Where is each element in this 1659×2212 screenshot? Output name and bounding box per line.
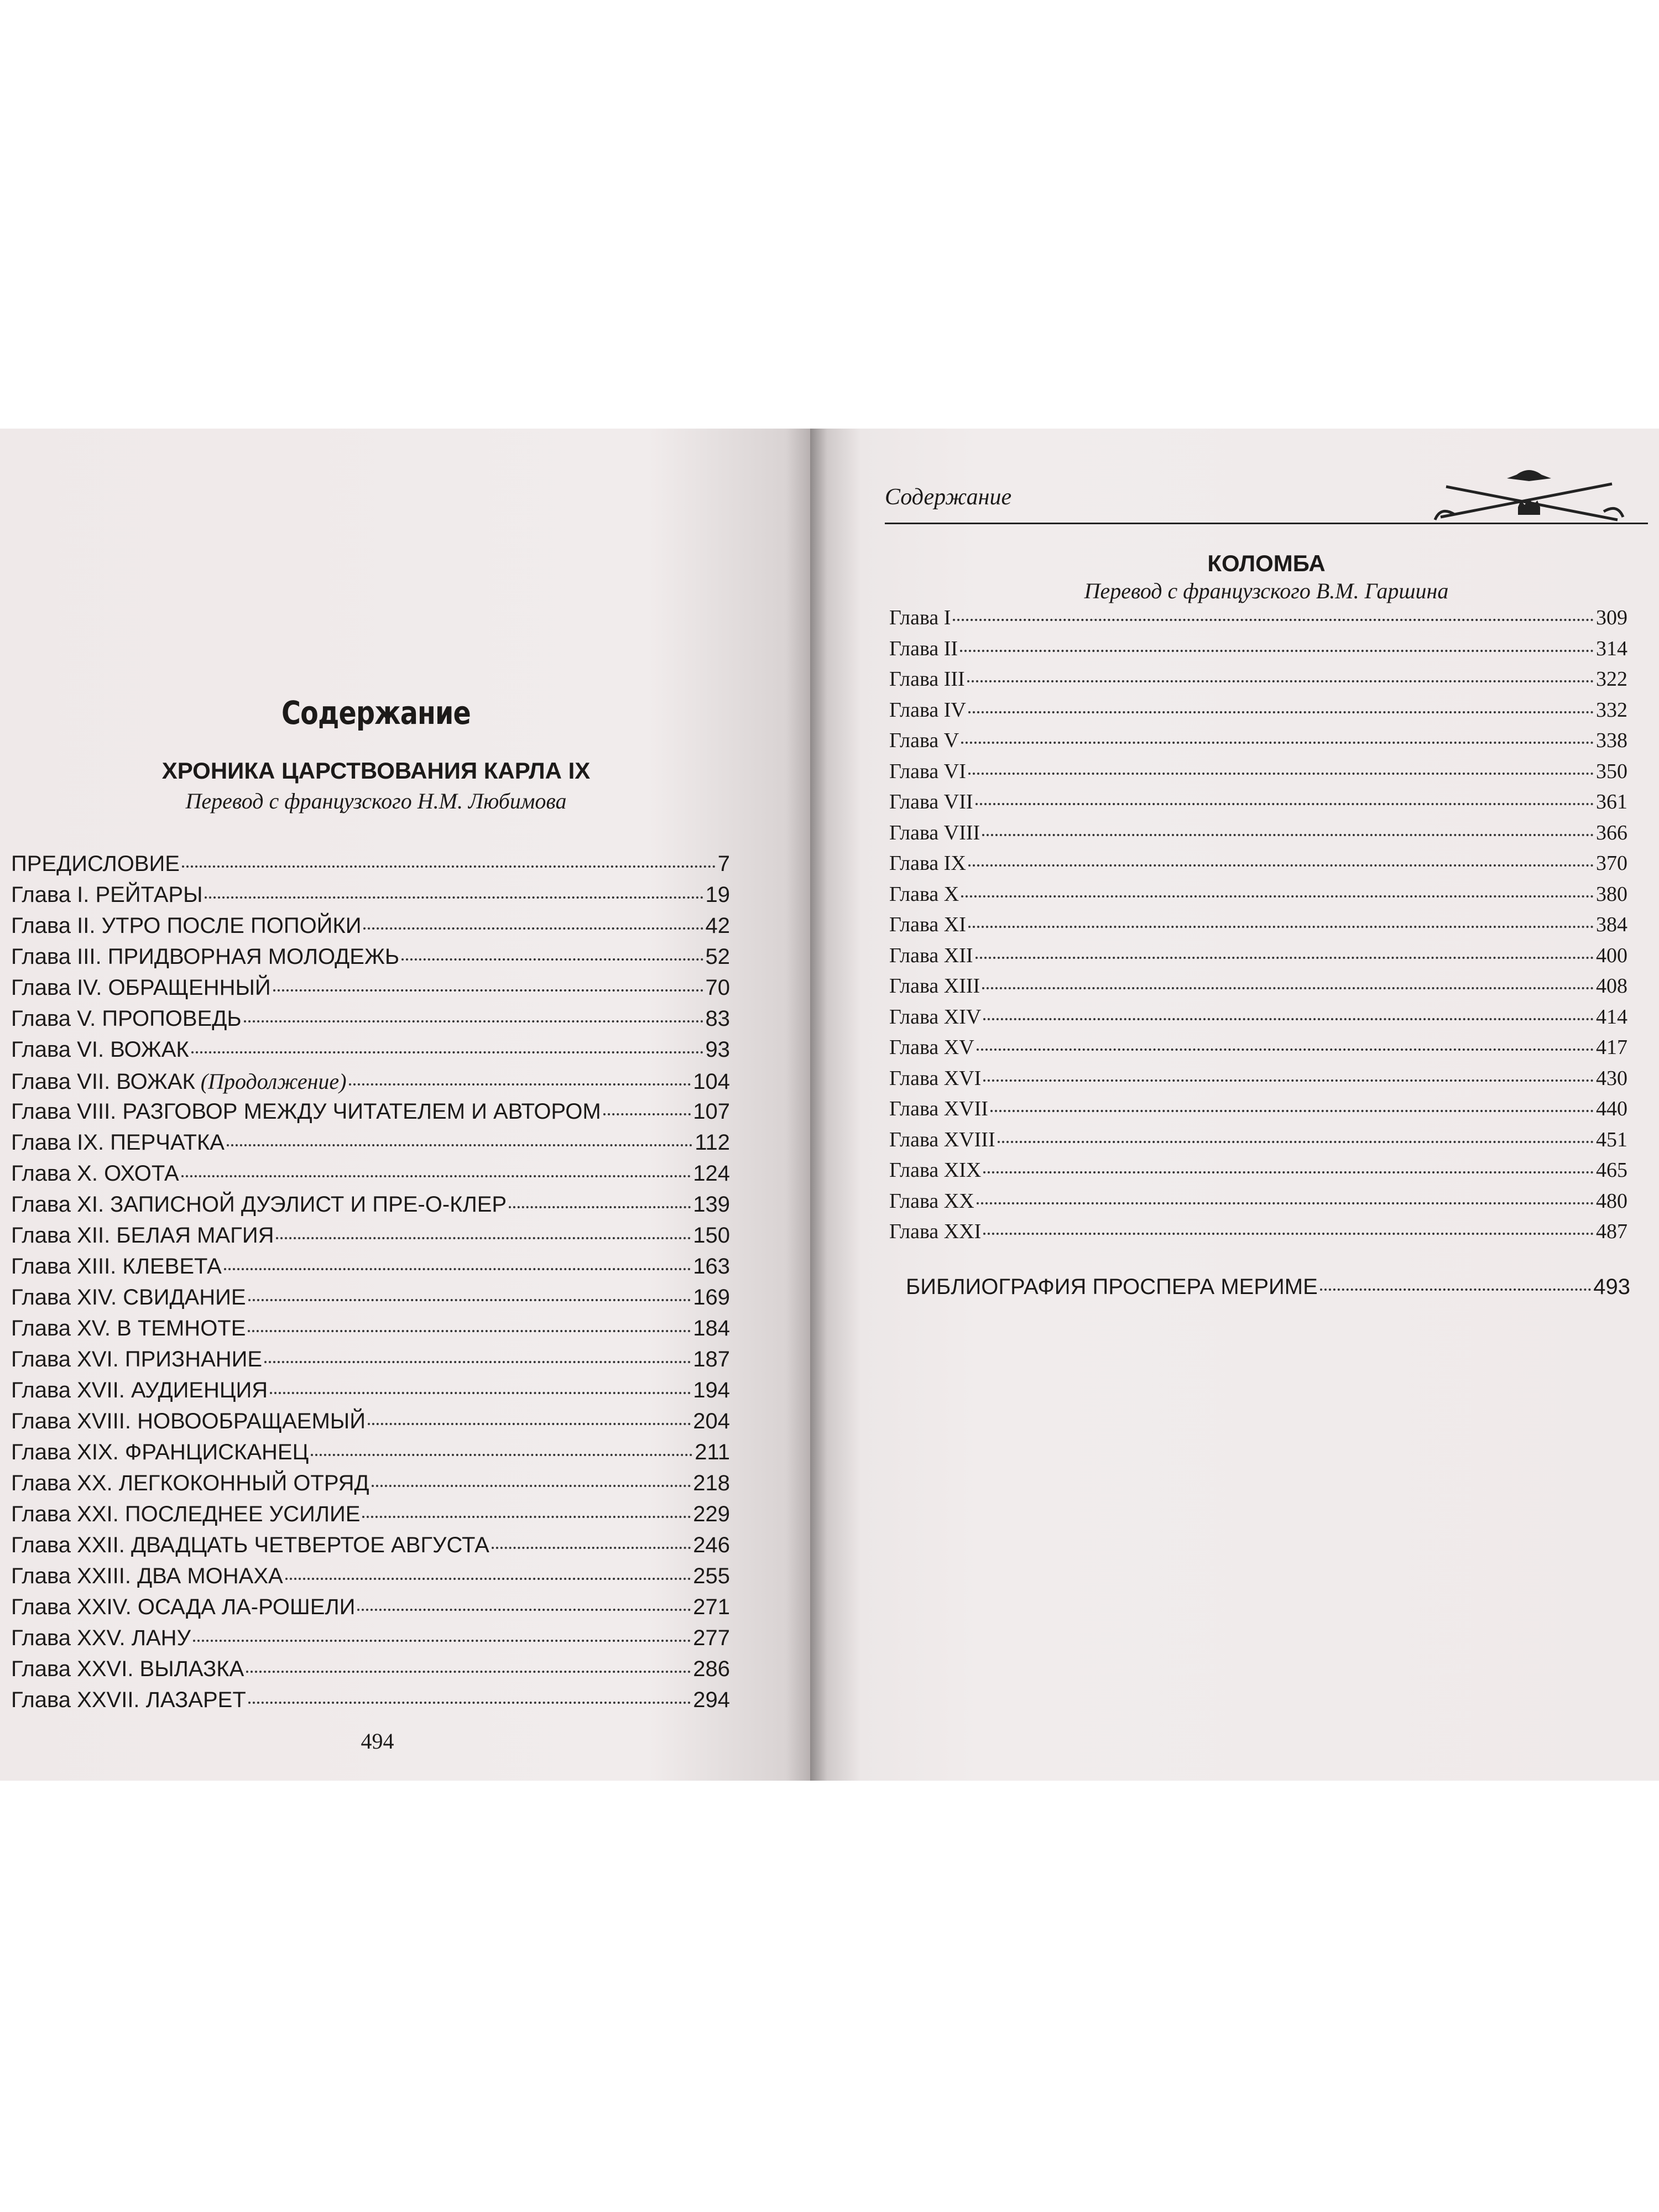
toc-entry [11, 975, 730, 1000]
dot-leader [975, 803, 1594, 805]
toc-entry-page: 52 [705, 945, 730, 969]
toc-entry [11, 1502, 730, 1527]
toc-entry-page: 440 [1596, 1097, 1627, 1120]
toc-entry [11, 1378, 730, 1403]
toc-entry [11, 1657, 730, 1682]
toc-entry [11, 1533, 730, 1558]
dot-leader [983, 1079, 1594, 1082]
toc-entry-label: Глава XXIV. ОСАДА ЛА-РОШЕЛИ [11, 1595, 356, 1619]
toc-entry-page: 332 [1596, 698, 1627, 722]
toc-entry-page: 112 [695, 1130, 730, 1155]
toc-entry-page: 361 [1596, 790, 1627, 813]
toc-entry [889, 1005, 1627, 1029]
toc-entry-label: Глава XXI. ПОСЛЕДНЕЕ УСИЛИЕ [11, 1502, 361, 1526]
toc-entry-label: Глава XIII. КЛЕВЕТА [11, 1254, 222, 1279]
toc-entry-label: Глава X. ОХОТА [11, 1161, 179, 1186]
toc-entry-page: 124 [693, 1161, 730, 1186]
toc-entry-page: 83 [705, 1006, 730, 1031]
toc-entry-label: Глава VI. ВОЖАК [11, 1037, 189, 1062]
dot-leader [968, 864, 1594, 867]
toc-entry [11, 1130, 730, 1155]
toc-entry-page: 229 [693, 1502, 730, 1526]
toc-entry-label: Глава III [889, 667, 965, 691]
dot-leader [273, 989, 703, 992]
toc-entry-label: Глава XVIII [889, 1128, 995, 1151]
toc-entry [11, 1192, 730, 1217]
dot-leader [603, 1113, 691, 1115]
toc-entry-label: Глава XVI. ПРИЗНАНИЕ [11, 1347, 263, 1371]
toc-entry-label: Глава XX [889, 1189, 974, 1213]
toc-entry-page: 7 [717, 852, 730, 876]
toc-entry-label: ПРЕДИСЛОВИЕ [11, 852, 180, 876]
toc-entry-page: 408 [1596, 974, 1627, 998]
toc-entry-page: 246 [693, 1533, 730, 1557]
dot-leader [276, 1237, 691, 1239]
toc-entry [889, 1158, 1627, 1182]
toc-entry-page: 414 [1596, 1005, 1627, 1029]
toc-entry-label: Глава XVII. АУДИЕНЦИЯ [11, 1378, 268, 1402]
dot-leader [967, 680, 1594, 682]
toc-entry-label: Глава IX. ПЕРЧАТКА [11, 1130, 225, 1155]
toc-entry [11, 852, 730, 877]
toc-entry-page: 384 [1596, 913, 1627, 936]
dot-leader [363, 927, 703, 930]
toc-entry [11, 1688, 730, 1713]
dot-leader [182, 865, 716, 868]
toc-entry-label-suffix: (Продолжение) [200, 1069, 347, 1094]
toc-entry-page: 480 [1596, 1189, 1627, 1213]
toc-entry-page: 309 [1596, 606, 1627, 629]
toc-entry-page: 451 [1596, 1128, 1627, 1151]
toc-entry-page: 194 [693, 1378, 730, 1402]
toc-entry [11, 1285, 730, 1310]
toc-entry-label: Глава VII. ВОЖАК [11, 1070, 195, 1094]
toc-entry [11, 1564, 730, 1589]
toc-entry-label: Глава XI. ЗАПИСНОЙ ДУЭЛИСТ И ПРЕ-О-КЛЕР [11, 1192, 507, 1217]
toc-entry-page: 271 [693, 1595, 730, 1619]
toc-entry-bibliography [906, 1275, 1630, 1300]
toc-entry [889, 821, 1627, 845]
toc-entry [11, 1099, 730, 1124]
dot-leader [492, 1547, 691, 1549]
dot-leader [968, 711, 1594, 713]
toc-entry-label: Глава V [889, 729, 959, 752]
dot-leader [357, 1609, 691, 1611]
toc-entry [11, 1316, 730, 1341]
toc-entry-label: Глава XXV. ЛАНУ [11, 1626, 191, 1650]
toc-entry-page: 255 [693, 1564, 730, 1588]
toc-entry [889, 1189, 1627, 1213]
dot-leader [246, 1671, 691, 1673]
dot-leader [968, 773, 1594, 775]
toc-entry-page: 184 [693, 1316, 730, 1340]
toc-entry [11, 1006, 730, 1031]
toc-entry-page: 218 [693, 1471, 730, 1495]
toc-entry-label: Глава XIX [889, 1159, 982, 1182]
toc-entry-label: Глава XXIII. ДВА МОНАХА [11, 1564, 283, 1588]
toc-entry-label: Глава XV. В ТЕМНОТЕ [11, 1316, 246, 1340]
dot-leader [311, 1454, 692, 1456]
toc-entry-page: 465 [1596, 1159, 1627, 1182]
toc-entry [889, 667, 1627, 691]
dot-leader [975, 957, 1594, 959]
toc-entry-label: Глава II [889, 637, 958, 660]
toc-entry-label: Глава VI [889, 759, 966, 783]
toc-entry-label: Глава XXII. ДВАДЦАТЬ ЧЕТВЕРТОЕ АВГУСТА [11, 1533, 489, 1557]
dot-leader [990, 1110, 1594, 1112]
toc-entry-label: Глава XVIII. НОВООБРАЩАЕМЫЙ [11, 1409, 366, 1433]
toc-entry [11, 1161, 730, 1186]
toc-entry-label: Глава IX [889, 852, 966, 875]
dot-leader [362, 1516, 691, 1518]
toc-entry-page: 93 [705, 1037, 730, 1062]
toc-entry-label: Глава I [889, 606, 951, 629]
dot-leader [285, 1578, 691, 1580]
toc-entry [11, 1068, 730, 1094]
work-title-colomba: КОЛОМБА [1207, 550, 1326, 576]
toc-entry-page: 314 [1596, 637, 1627, 660]
dot-leader [998, 1141, 1594, 1143]
toc-entry-label: Глава X [889, 882, 959, 906]
toc-entry-label: Глава XVII [889, 1097, 988, 1120]
toc-entry-page: 380 [1596, 882, 1627, 906]
toc-entry [889, 851, 1627, 875]
toc-entry [889, 790, 1627, 814]
dot-leader [509, 1206, 691, 1208]
toc-entry-page: 211 [695, 1440, 730, 1464]
dot-leader [244, 1020, 703, 1022]
toc-entry-label: Глава XIV. СВИДАНИЕ [11, 1285, 246, 1310]
toc-entry-page: 104 [693, 1070, 730, 1094]
toc-entry-label: Глава XXVI. ВЫЛАЗКА [11, 1657, 244, 1681]
dot-leader [248, 1702, 691, 1704]
toc-entry-label: БИБЛИОГРАФИЯ ПРОСПЕРА МЕРИМЕ [906, 1275, 1318, 1299]
dot-leader [960, 650, 1594, 652]
toc-entry-label: Глава XX. ЛЕГКОКОННЫЙ ОТРЯД [11, 1471, 369, 1495]
toc-entry-label: Глава XI [889, 913, 966, 936]
toc-entry-label: Глава II. УТРО ПОСЛЕ ПОПОЙКИ [11, 914, 362, 938]
work-title-chronicle: ХРОНИКА ЦАРСТВОВАНИЯ КАРЛА IX [161, 758, 591, 784]
toc-entry-label: Глава III. ПРИДВОРНАЯ МОЛОДЕЖЬ [11, 945, 400, 969]
dot-leader [968, 926, 1594, 928]
toc-entry [889, 606, 1627, 630]
dot-leader [977, 1202, 1594, 1204]
dot-leader [205, 896, 703, 899]
toc-entry [889, 698, 1627, 722]
toc-entry [889, 882, 1627, 906]
toc-entry [889, 1128, 1627, 1152]
toc-entry-page: 150 [693, 1223, 730, 1248]
dot-leader [961, 895, 1594, 898]
toc-entry [11, 1440, 730, 1465]
toc-entry-label: Глава XIV [889, 1005, 982, 1029]
toc-entry-page: 286 [693, 1657, 730, 1681]
toc-entry [889, 1035, 1627, 1060]
toc-entry-page: 294 [693, 1688, 730, 1712]
toc-entry-label: Глава IV [889, 698, 966, 722]
dot-leader [227, 1144, 692, 1146]
toc-entry [889, 759, 1627, 784]
toc-entry-label: Глава XXI [889, 1220, 982, 1243]
toc-entry-page: 400 [1596, 943, 1627, 967]
toc-entry [11, 945, 730, 969]
dot-leader [982, 834, 1594, 836]
toc-entry-label: Глава V. ПРОПОВЕДЬ [11, 1006, 242, 1031]
toc-entry [889, 974, 1627, 998]
toc-entry [889, 943, 1627, 968]
left-page [0, 429, 810, 1781]
book-spread [0, 429, 1659, 1781]
toc-entry-page: 370 [1596, 852, 1627, 875]
toc-entry [889, 912, 1627, 937]
toc-entry-page: 42 [705, 914, 730, 938]
dot-leader [983, 1171, 1594, 1173]
toc-entry [889, 637, 1627, 661]
page-number: 494 [361, 1729, 394, 1754]
dot-leader [181, 1175, 691, 1177]
toc-entry-page: 430 [1596, 1066, 1627, 1090]
contents-heading: Содержание [281, 694, 471, 732]
dot-leader [977, 1048, 1594, 1051]
toc-entry [11, 1347, 730, 1372]
dot-leader [193, 1640, 691, 1642]
crossed-swords-icon [1430, 462, 1629, 534]
toc-entry-label: Глава IV. ОБРАЩЕННЫЙ [11, 975, 271, 1000]
toc-entry-label: Глава XII [889, 943, 973, 967]
translator-credit-chronicle: Перевод с французского Н.М. Любимова [185, 789, 567, 813]
toc-entry-page: 19 [705, 883, 730, 907]
toc-entry [889, 1066, 1627, 1091]
toc-entry-label: Глава I. РЕЙТАРЫ [11, 883, 203, 907]
toc-entry-page: 350 [1596, 759, 1627, 783]
toc-entry-label: Глава VIII. РАЗГОВОР МЕЖДУ ЧИТАТЕЛЕМ И АВТОРОМ [11, 1099, 601, 1124]
translator-credit-colomba: Перевод с французского В.М. Гаршина [1084, 578, 1449, 603]
toc-entry [11, 1223, 730, 1248]
dot-leader [224, 1268, 691, 1270]
dot-leader [368, 1423, 691, 1425]
dot-leader [982, 987, 1594, 989]
toc-entry-label: Глава XV [889, 1036, 974, 1059]
toc-entry [11, 1471, 730, 1496]
toc-entry [11, 914, 730, 938]
toc-entry-page: 487 [1596, 1220, 1627, 1243]
toc-entry-label: Глава XXVII. ЛАЗАРЕТ [11, 1688, 246, 1712]
dot-leader [191, 1051, 703, 1053]
toc-entry [889, 728, 1627, 753]
dot-leader [401, 958, 703, 961]
toc-entry-page: 169 [693, 1285, 730, 1310]
toc-entry [11, 1037, 730, 1062]
toc-entry-page: 493 [1593, 1275, 1630, 1299]
toc-entry-page: 107 [693, 1099, 730, 1124]
dot-leader [248, 1330, 691, 1332]
toc-entry [11, 1409, 730, 1434]
toc-entry-page: 70 [705, 975, 730, 1000]
toc-entry [889, 1219, 1627, 1244]
dot-leader [270, 1392, 691, 1394]
toc-entry-page: 338 [1596, 729, 1627, 752]
dot-leader [264, 1361, 691, 1363]
toc-entry [11, 883, 730, 907]
toc-entry-page: 277 [693, 1626, 730, 1650]
toc-entry-page: 187 [693, 1347, 730, 1371]
toc-entry-label: Глава XII. БЕЛАЯ МАГИЯ [11, 1223, 274, 1248]
toc-entry-label: Глава VII [889, 790, 973, 813]
dot-leader [983, 1233, 1594, 1235]
dot-leader [349, 1083, 691, 1086]
toc-entry-page: 322 [1596, 667, 1627, 691]
toc-entry-page: 417 [1596, 1036, 1627, 1059]
toc-entry [11, 1254, 730, 1279]
toc-entry [11, 1626, 730, 1651]
toc-entry-label: Глава XVI [889, 1066, 982, 1090]
toc-entry-label: Глава XIX. ФРАНЦИСКАНЕЦ [11, 1440, 309, 1464]
toc-entry-page: 366 [1596, 821, 1627, 844]
toc-entry-page: 139 [693, 1192, 730, 1217]
dot-leader [983, 1018, 1594, 1020]
dot-leader [953, 619, 1594, 621]
dot-leader [1320, 1288, 1592, 1291]
toc-entry-page: 163 [693, 1254, 730, 1279]
toc-entry-page: 204 [693, 1409, 730, 1433]
dot-leader [372, 1485, 691, 1487]
toc-entry-label: Глава VIII [889, 821, 980, 844]
toc-entry [11, 1595, 730, 1620]
dot-leader [961, 742, 1594, 744]
toc-entry [889, 1097, 1627, 1121]
running-head: Содержание [885, 484, 1012, 510]
dot-leader [248, 1299, 691, 1301]
toc-entry-label: Глава XIII [889, 974, 980, 998]
